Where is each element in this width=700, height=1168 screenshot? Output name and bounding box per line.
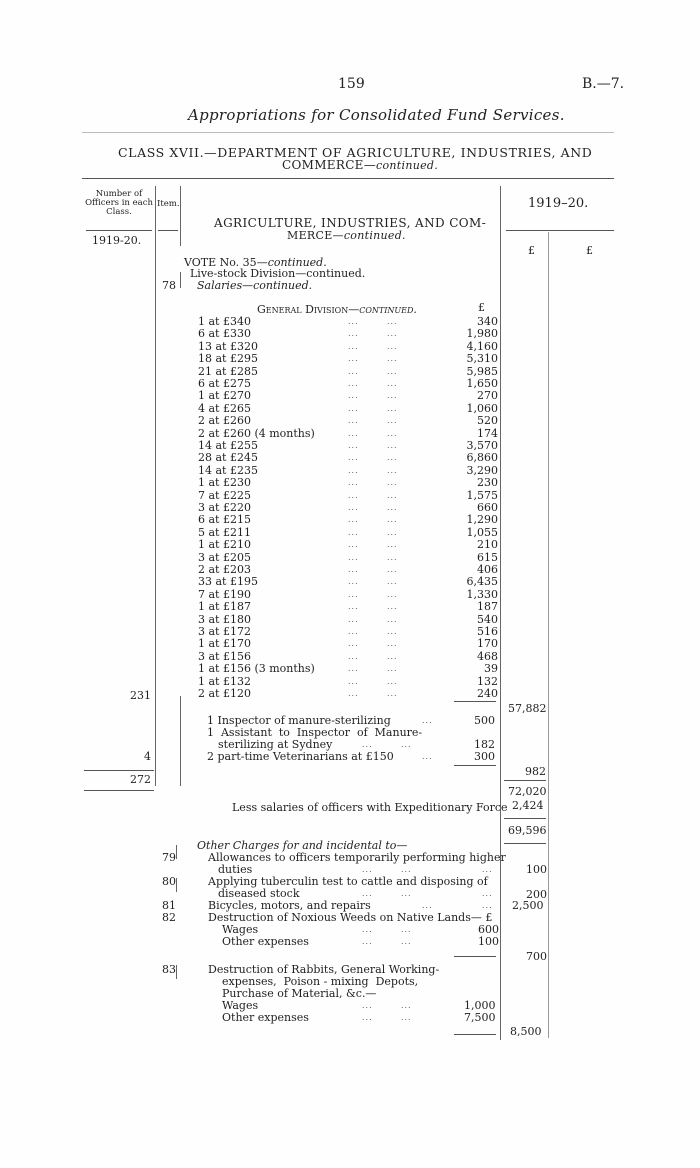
salary-row-description: 21 at £285 <box>198 364 258 378</box>
salary-row-amount: 1,055 <box>466 525 498 539</box>
salary-row-leaders: ... ... <box>348 490 398 500</box>
salary-row-description: 7 at £190 <box>198 587 251 601</box>
less-expeditionary-amount: 2,424 <box>512 799 544 812</box>
assistant-amount: 182 <box>474 738 495 751</box>
salary-row-leaders: ... ... <box>348 540 398 550</box>
division-heading: Live-stock Division—continued. <box>190 267 366 280</box>
officers-header-line3: Class. <box>106 207 132 217</box>
class-heading-line2 <box>282 158 438 172</box>
salary-row-amount: 5,310 <box>466 352 498 366</box>
salary-row-description: 14 at £235 <box>198 463 258 477</box>
salary-row-leaders: ... ... <box>348 664 398 674</box>
salary-row-amount: 270 <box>477 389 498 403</box>
item-80: 80 <box>162 875 176 888</box>
vote-heading-text: VOTE No. 35— <box>184 256 268 269</box>
officers-header-line2: Officers in each <box>85 198 153 208</box>
item-83-other-leaders: ... ... <box>362 1013 412 1022</box>
item-79-leaders: ... ... <box>362 865 412 874</box>
item-82-line1: Destruction of Noxious Weeds on Native Lands— £ <box>208 911 493 924</box>
salary-row-description: 1 at £340 <box>198 315 251 328</box>
salary-row-description: 1 at £230 <box>198 476 251 490</box>
salary-row-description: 28 at £245 <box>198 451 258 465</box>
salary-row-description: 3 at £205 <box>198 550 251 564</box>
item-83-line1: Destruction of Rabbits, General Working- <box>208 963 440 976</box>
section-heading-line1: AGRICULTURE, INDUSTRIES, AND COM- <box>214 216 487 230</box>
salaries-heading: Salaries—continued. <box>197 279 313 292</box>
item-80-leaders-end: ... <box>482 889 493 898</box>
salary-row-description: 13 at £320 <box>198 339 258 353</box>
item-83-line3: Purchase of Material, &c.— <box>222 987 377 1000</box>
salary-row-description: 6 at £330 <box>198 327 251 341</box>
salary-row <box>198 626 498 638</box>
salary-row-description: 3 at £220 <box>198 501 251 514</box>
item-83-wages: Wages <box>222 999 259 1012</box>
salary-row-amount: 1,575 <box>466 488 498 502</box>
page-number: 159 <box>338 76 365 92</box>
item-81-line1: Bicycles, motors, and repairs <box>208 899 371 912</box>
salary-row-amount: 1,060 <box>466 401 498 415</box>
salary-row-amount: 540 <box>477 612 498 626</box>
salary-row-leaders: ... ... <box>348 689 398 698</box>
item-83-other-amount: 7,500 <box>464 1011 496 1024</box>
salary-row <box>198 601 498 613</box>
salary-row-leaders: ... ... <box>348 329 398 339</box>
salary-row-description: 1 at £210 <box>198 538 251 552</box>
section-heading-line2-italic: continued. <box>343 229 406 242</box>
section-heading-line2-text: MERCE— <box>287 229 344 242</box>
salary-row-amount: 6,435 <box>466 575 498 589</box>
item-80-leaders: ... ... <box>362 889 412 898</box>
salary-row <box>198 428 498 440</box>
salary-row-leaders: ... ... <box>348 527 398 537</box>
item-81-leaders-end: ... <box>482 901 493 910</box>
section-heading-line2 <box>287 229 406 242</box>
salary-row-description: 5 at £211 <box>198 525 251 539</box>
general-division-text: General Division— <box>257 303 360 316</box>
salary-row <box>198 316 498 328</box>
salary-row <box>198 477 498 489</box>
salary-row-leaders: ... ... <box>348 341 398 351</box>
salary-row <box>198 440 498 452</box>
grand-total-salaries: 72,020 <box>508 785 547 798</box>
salary-row-amount: 340 <box>477 315 498 328</box>
salary-row-amount: 187 <box>477 600 498 614</box>
salary-row-leaders: ... ... <box>348 515 398 525</box>
salary-row-description: 1 at £156 (3 months) <box>198 662 315 676</box>
salary-row-description: 1 at £132 <box>198 674 251 688</box>
salary-row-amount: 6,860 <box>466 451 498 465</box>
salary-row-leaders: ... ... <box>348 354 398 364</box>
item-81-amount: 2,500 <box>512 899 544 912</box>
salary-row-leaders: ... ... <box>348 441 398 450</box>
item-80-line1: Applying tuberculin test to cattle and disposing of <box>208 875 488 888</box>
salary-row-description: 14 at £255 <box>198 439 258 452</box>
salary-row <box>198 614 498 626</box>
salary-row-amount: 520 <box>477 414 498 428</box>
salary-row-description: 2 at £260 <box>198 414 251 428</box>
salary-row <box>198 688 498 700</box>
salary-row <box>198 638 498 650</box>
salary-row-description: 1 at £170 <box>198 637 251 651</box>
vote-heading-italic: continued. <box>267 256 327 269</box>
salary-row-amount: 660 <box>477 501 498 514</box>
salary-row-amount: 615 <box>477 550 498 564</box>
salary-row-description: 7 at £225 <box>198 488 251 502</box>
salary-row-description: 18 at £295 <box>198 352 258 366</box>
salary-row-leaders: ... ... <box>348 552 398 562</box>
salary-row-leaders: ... ... <box>348 403 398 413</box>
pound-header-2: £ <box>586 244 593 257</box>
salary-row-description: 33 at £195 <box>198 575 258 589</box>
salary-row <box>198 328 498 340</box>
officers-count-4: 4 <box>144 750 151 763</box>
salary-row-amount: 5,985 <box>466 364 498 378</box>
salary-row-amount: 170 <box>477 637 498 651</box>
salary-row-leaders: ... ... <box>348 428 398 438</box>
salary-row <box>198 353 498 365</box>
vets-leaders: ... <box>422 752 433 761</box>
salary-row <box>198 514 498 526</box>
salary-row-leaders: ... ... <box>348 503 398 512</box>
salary-row <box>198 366 498 378</box>
vets-amount: 300 <box>474 750 495 763</box>
salary-row-amount: 516 <box>477 625 498 638</box>
salary-row-amount: 1,650 <box>466 377 498 390</box>
salary-row-amount: 210 <box>477 538 498 552</box>
salary-row-description: 3 at £172 <box>198 625 251 638</box>
salary-row-amount: 1,290 <box>466 513 498 527</box>
salary-row-description: 3 at £180 <box>198 612 251 626</box>
officers-header-line1: Number of <box>95 189 143 199</box>
item-82-other-leaders: ... ... <box>362 937 412 946</box>
total-general-division: 57,882 <box>508 702 547 715</box>
salary-row <box>198 502 498 514</box>
item-83: 83 <box>162 963 176 976</box>
salary-row-amount: 174 <box>477 426 498 440</box>
salary-row <box>198 403 498 415</box>
class-heading-line1: CLASS XVII.—DEPARTMENT OF AGRICULTURE, INDUSTRIES, AND <box>118 145 593 160</box>
general-division-heading <box>257 304 417 316</box>
officers-column-header <box>84 190 154 217</box>
item-82-wages: Wages <box>222 923 259 936</box>
item-83-line2: expenses, Poison - mixing Depots, <box>222 975 419 988</box>
salary-row-leaders: ... ... <box>348 602 398 612</box>
salary-row-description: 1 at £270 <box>198 389 251 403</box>
item-81: 81 <box>162 899 176 912</box>
less-expeditionary-text: Less salaries of officers with Expeditionary Force <box>232 801 508 814</box>
salary-row <box>198 539 498 551</box>
salary-row-description: 3 at £156 <box>198 649 251 663</box>
inspector-leaders: ... <box>422 716 433 725</box>
salary-row-amount: 3,290 <box>466 463 498 477</box>
salary-row <box>198 415 498 427</box>
salary-row-leaders: ... ... <box>348 614 398 624</box>
salary-row-amount: 132 <box>477 674 498 688</box>
inspector-amount: 500 <box>474 714 495 727</box>
class-heading-line2-italic: continued. <box>376 159 439 172</box>
salary-row <box>198 465 498 477</box>
salary-row-leaders: ... ... <box>348 627 398 636</box>
salary-row-leaders: ... ... <box>348 478 398 488</box>
salary-row-amount: 230 <box>477 476 498 490</box>
item-83-other: Other expenses <box>222 1011 309 1024</box>
salary-row-leaders: ... ... <box>348 317 398 326</box>
item-82-other-amount: 100 <box>478 935 499 948</box>
inspector-line: 1 Inspector of manure-sterilizing <box>207 714 391 727</box>
salary-row <box>198 564 498 576</box>
salary-row-leaders: ... ... <box>348 366 398 376</box>
net-salaries: 69,596 <box>508 824 547 837</box>
item-80-line2: diseased stock <box>218 887 300 900</box>
salary-row <box>198 452 498 464</box>
item-column-header: Item. <box>157 199 180 209</box>
salary-row-leaders: ... ... <box>348 577 398 587</box>
pound-header-1: £ <box>528 244 535 257</box>
item-79-leaders-end: ... <box>482 865 493 874</box>
item-79-line1: Allowances to officers temporarily performing higher <box>208 851 506 864</box>
pound-sign-subcolumn: £ <box>478 301 485 314</box>
salary-row <box>198 527 498 539</box>
salary-row <box>198 378 498 390</box>
salary-row-leaders: ... ... <box>348 639 398 649</box>
salary-row <box>198 341 498 353</box>
salary-row-leaders: ... ... <box>348 565 398 574</box>
salary-row-leaders: ... ... <box>348 589 398 599</box>
salary-row-leaders: ... ... <box>348 676 398 686</box>
salary-row-leaders: ... ... <box>348 416 398 426</box>
salary-row-description: 2 at £120 <box>198 687 251 700</box>
other-charges-heading: Other Charges for and incidental to— <box>197 839 408 852</box>
general-division-italic: continued. <box>359 303 417 316</box>
item-80-amount: 200 <box>526 888 547 901</box>
salary-row <box>198 663 498 675</box>
salary-row-description: 6 at £215 <box>198 513 251 527</box>
salary-row <box>198 490 498 502</box>
item-79-line2: duties <box>218 863 253 876</box>
salary-row-leaders: ... ... <box>348 453 398 463</box>
salary-row-leaders: ... ... <box>348 379 398 388</box>
salary-row-description: 4 at £265 <box>198 401 251 415</box>
total-other-officers: 982 <box>525 765 546 778</box>
item-81-leaders: ... <box>422 901 433 910</box>
item-83-total: 8,500 <box>510 1025 542 1038</box>
salary-row <box>198 576 498 588</box>
salary-row-amount: 39 <box>484 662 498 676</box>
salary-row-amount: 3,570 <box>466 439 498 452</box>
salary-row-amount: 240 <box>477 687 498 700</box>
salary-row-amount: 1,980 <box>466 327 498 341</box>
salary-row-description: 1 at £187 <box>198 600 251 614</box>
page-title: Appropriations for Consolidated Fund Services. <box>188 106 565 124</box>
salary-row-leaders: ... ... <box>348 391 398 401</box>
officers-count-231: 231 <box>130 689 151 702</box>
vets-line: 2 part-time Veterinarians at £150 <box>207 750 394 763</box>
item-82-wages-amount: 600 <box>478 923 499 936</box>
assistant-line2: sterilizing at Sydney <box>218 738 333 751</box>
assistant-line1: 1 Assistant to Inspector of Manure- <box>207 726 423 739</box>
salary-row-amount: 406 <box>477 563 498 576</box>
salary-row-amount: 4,160 <box>466 339 498 353</box>
salary-row <box>198 589 498 601</box>
officers-total-272: 272 <box>130 773 151 786</box>
salary-row <box>198 552 498 564</box>
item-83-wages-amount: 1,000 <box>464 999 496 1012</box>
salary-row <box>198 676 498 688</box>
salary-row-description: 2 at £203 <box>198 563 251 576</box>
item-82: 82 <box>162 911 176 924</box>
salary-row-leaders: ... ... <box>348 651 398 661</box>
item-79-amount: 100 <box>526 863 547 876</box>
item-82-wages-leaders: ... ... <box>362 925 412 934</box>
assistant-leaders: ... ... <box>362 740 412 749</box>
year-left: 1919-20. <box>92 234 142 247</box>
class-heading-line2-text: COMMERCE— <box>282 158 377 172</box>
salary-row <box>198 651 498 663</box>
item-78: 78 <box>162 279 176 292</box>
salary-row-leaders: ... ... <box>348 465 398 475</box>
salary-row-amount: 468 <box>477 649 498 663</box>
salary-row <box>198 390 498 402</box>
item-83-wages-leaders: ... ... <box>362 1001 412 1010</box>
salary-row-description: 2 at £260 (4 months) <box>198 426 315 440</box>
item-79: 79 <box>162 851 176 864</box>
year-right: 1919–20. <box>528 196 589 211</box>
salary-row-description: 6 at £275 <box>198 377 251 390</box>
document-reference: B.—7. <box>582 76 625 92</box>
item-82-total: 700 <box>526 950 547 963</box>
salary-row-amount: 1,330 <box>466 587 498 601</box>
item-82-other: Other expenses <box>222 935 309 948</box>
